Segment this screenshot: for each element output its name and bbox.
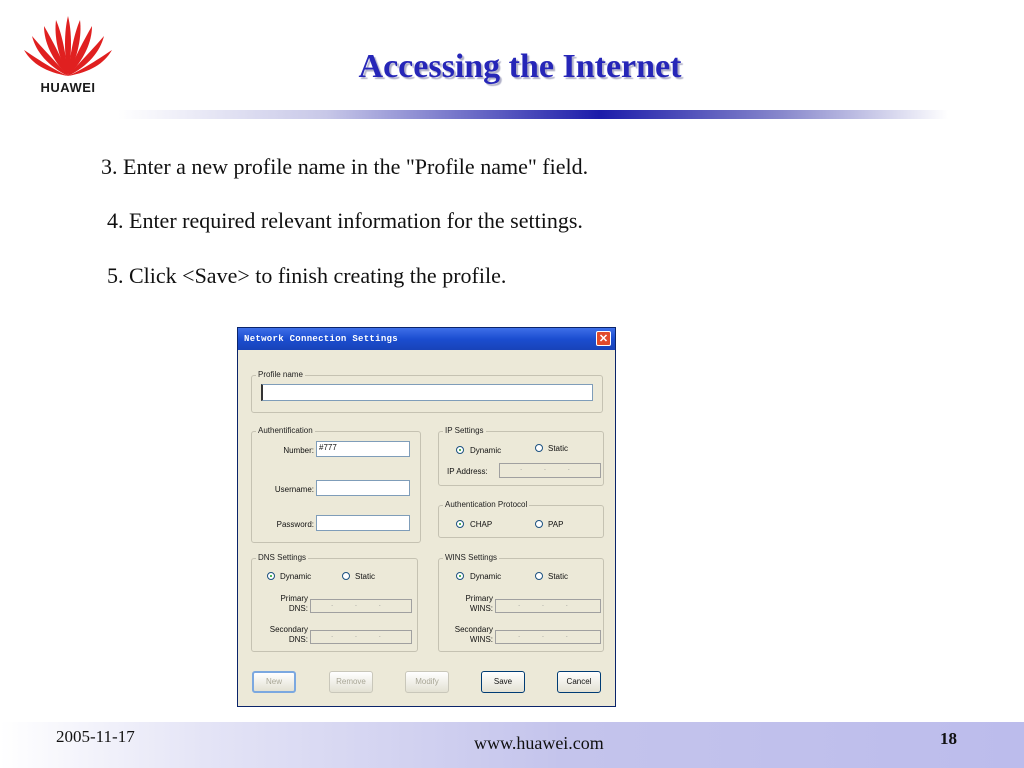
step-3-text: 3. Enter a new profile name in the "Profile name" field. [101, 154, 589, 179]
network-connection-settings-dialog [237, 327, 616, 707]
secondary-wins-input[interactable] [495, 630, 601, 644]
footer-url: www.huawei.com [474, 733, 604, 753]
remove-button[interactable]: Remove [329, 671, 373, 693]
modify-button[interactable]: Modify [405, 671, 449, 693]
dns-static-label: Static [355, 572, 376, 581]
wins-settings-label: WINS Settings [445, 553, 498, 562]
primary-dns-dots: . . . [331, 601, 391, 608]
pap-radio[interactable] [535, 520, 543, 528]
chap-label: CHAP [470, 520, 493, 529]
profile-name-group [251, 370, 603, 413]
primary-wins-label-2: WINS: [469, 604, 493, 613]
ip-settings-group [438, 426, 604, 486]
primary-dns-input[interactable] [310, 599, 412, 613]
close-icon[interactable]: ✕ [596, 331, 611, 346]
slide-title: Accessing the Internet [358, 48, 682, 85]
pap-label: PAP [548, 520, 564, 529]
new-button[interactable]: New [252, 671, 296, 693]
cancel-button[interactable]: Cancel [557, 671, 601, 693]
number-input[interactable]: #777 [316, 441, 410, 457]
primary-dns-label-2: DNS: [288, 604, 308, 613]
wins-dynamic-radio[interactable] [456, 572, 464, 580]
secondary-wins-dots: . . . [518, 632, 578, 639]
ip-static-label: Static [548, 444, 569, 453]
page-number: 18 [940, 729, 957, 748]
ip-static-radio[interactable] [535, 444, 543, 452]
secondary-wins-label-2: WINS: [469, 635, 493, 644]
wins-static-label: Static [548, 572, 569, 581]
ip-dynamic-label: Dynamic [470, 446, 502, 455]
secondary-dns-label-2: DNS: [288, 635, 308, 644]
wins-dynamic-label: Dynamic [470, 572, 502, 581]
dns-dynamic-radio[interactable] [267, 572, 275, 580]
primary-wins-label-1: Primary [465, 594, 493, 603]
username-label: Username: [274, 485, 314, 494]
ip-dynamic-radio[interactable] [456, 446, 464, 454]
username-input[interactable] [316, 480, 410, 496]
wins-static-radio[interactable] [535, 572, 543, 580]
authentication-label: Authentification [258, 426, 313, 435]
step-5-text: 5. Click <Save> to finish creating the profile. [107, 263, 507, 288]
password-input[interactable] [316, 515, 410, 531]
primary-wins-input[interactable] [495, 599, 601, 613]
ip-address-input[interactable] [499, 463, 601, 478]
ip-settings-label: IP Settings [445, 426, 484, 435]
primary-dns-label-1: Primary [280, 594, 308, 603]
logo-text: HUAWEI [40, 80, 96, 95]
authentication-group [251, 426, 421, 543]
secondary-dns-dots: . . . [331, 632, 391, 639]
dialog-titlebar[interactable] [238, 328, 615, 350]
auth-protocol-group [438, 500, 604, 538]
dns-dynamic-label: Dynamic [280, 572, 312, 581]
number-label: Number: [283, 446, 314, 455]
save-button[interactable]: Save [481, 671, 525, 693]
huawei-logo [20, 14, 116, 106]
title-divider [118, 110, 948, 119]
huawei-petals-icon [20, 14, 116, 80]
primary-wins-dots: . . . [518, 601, 578, 608]
password-label: Password: [276, 520, 314, 529]
dns-settings-label: DNS Settings [258, 553, 307, 562]
dns-settings-group [251, 553, 418, 652]
dns-static-radio[interactable] [342, 572, 350, 580]
wins-settings-group [438, 553, 604, 652]
secondary-dns-label-1: Secondary [269, 625, 308, 634]
ip-address-dots: . . . [520, 465, 580, 472]
auth-protocol-label: Authentication Protocol [445, 500, 528, 509]
secondary-dns-input[interactable] [310, 630, 412, 644]
footer-date: 2005-11-17 [56, 727, 135, 746]
dialog-title: Network Connection Settings [244, 334, 398, 344]
secondary-wins-label-1: Secondary [454, 625, 493, 634]
ip-address-label: IP Address: [447, 467, 488, 476]
chap-radio[interactable] [456, 520, 464, 528]
step-4-text: 4. Enter required relevant information for the settings. [107, 208, 583, 233]
profile-name-input[interactable] [261, 384, 593, 401]
profile-name-label: Profile name [258, 370, 303, 379]
